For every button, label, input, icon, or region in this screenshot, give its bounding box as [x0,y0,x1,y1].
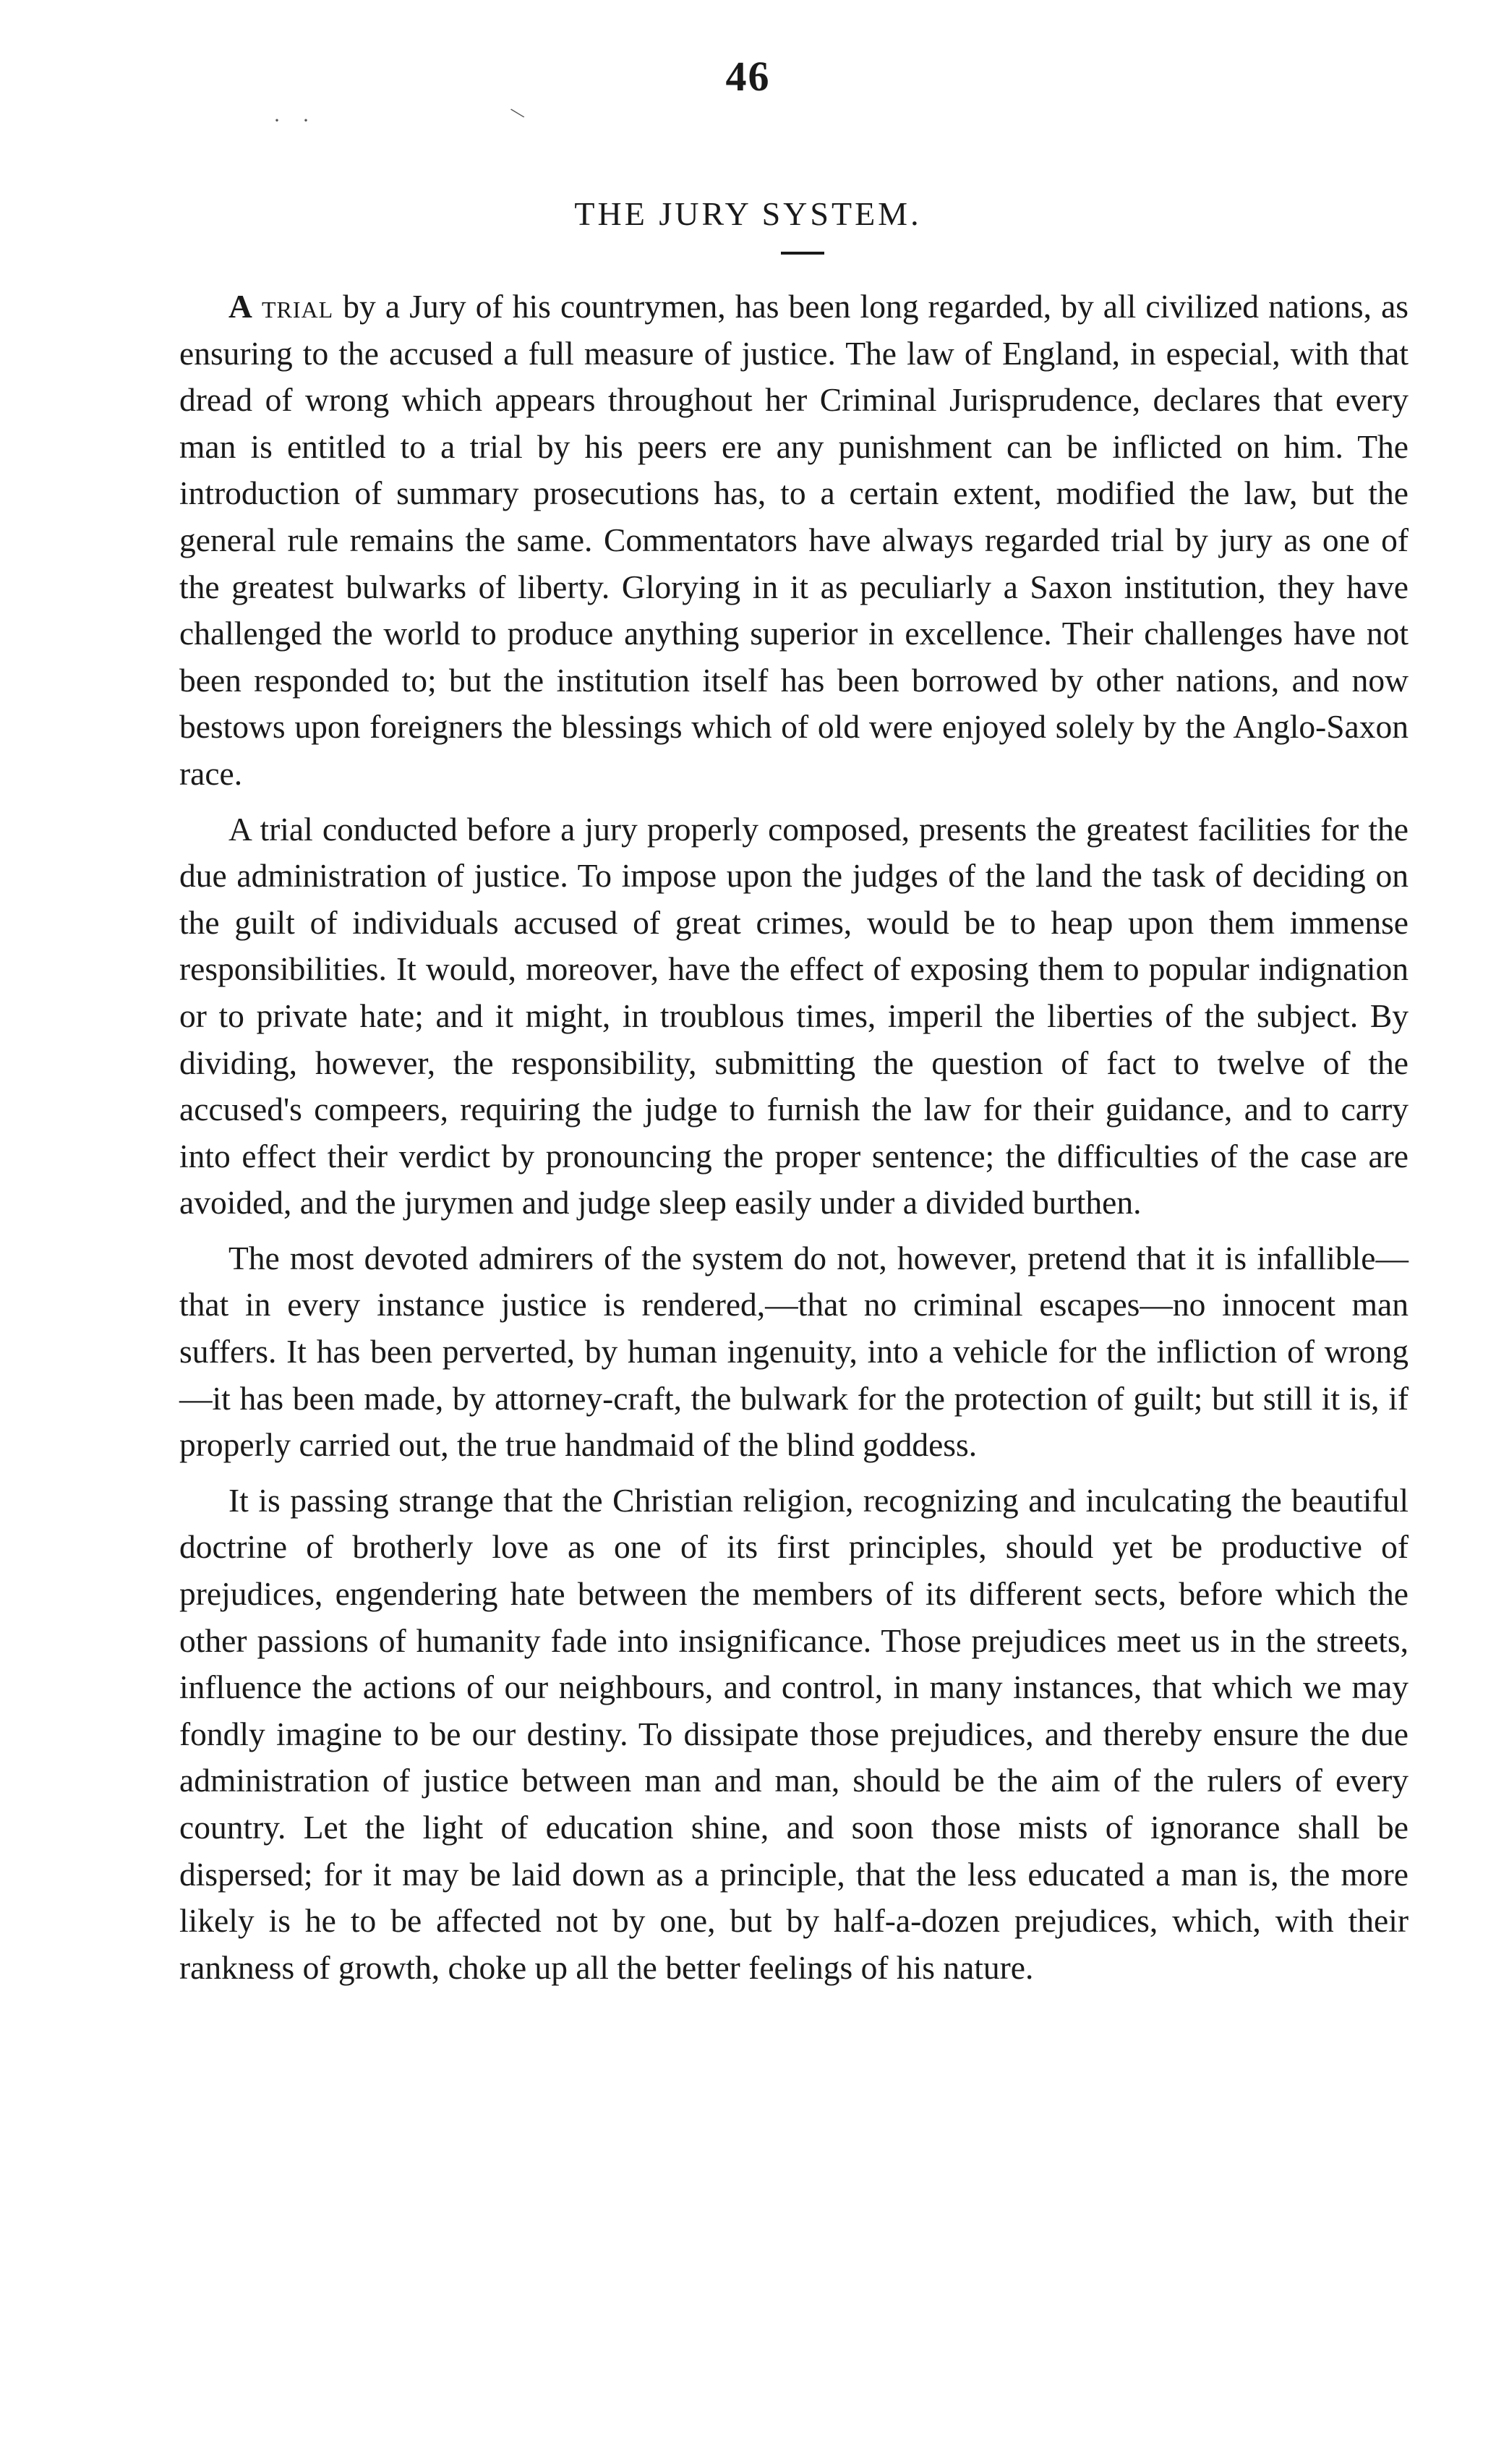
paragraph-1 [179,284,1409,798]
paragraph-1-text: by a Jury of his countrymen, has been long regarded, by all civilized nations, as ensuring to the accused a full measure of justice. The law of England, in especial, with that dread of wrong which appears throughout her Criminal Jurisprudence, declares that every man is entitled to a trial by his peers ere any punishment can be inflicted on him. The introduction of summary prosecutions has, to a certain extent, modified the law, but the general rule remains the same. Commentators have always regarded trial by jury as one of the greatest bulwarks of liberty. Glorying in it as peculiarly a Saxon institution, they have challenged the world to produce anything superior in excellence. Their challenges have not been responded to; but the institution itself has been borrowed by other nations, and now bestows upon foreigners the blessings which of old were enjoyed solely by the Anglo-Saxon race. [179,288,1409,792]
paragraph-2: A trial conducted before a jury properly composed, presents the greatest facilities for the due administration of justice. To impose upon the judges of the land the task of deciding on the guilt of individuals accused of great crimes, would be to heap upon them immense responsibilities. It would, moreover, have the effect of exposing them to popular indignation or to private hate; and it might, in troublous times, imperil the liberties of the subject. By dividing, however, the responsibility, submitting the question of fact to twelve of the accused's compeers, requiring the judge to furnish the law for their guidance, and to carry into effect their verdict by pronouncing the proper sentence; the difficulties of the case are avoided, and the jurymen and judge sleep easily under a divided burthen. [179,810,1409,1222]
print-speck: · [302,108,309,132]
page-title: THE JURY SYSTEM. [574,195,922,232]
initial-letter: A [228,288,252,325]
print-speck: · [273,108,281,132]
article-body [179,284,1409,1991]
title-divider [781,252,824,255]
page-number: 46 [725,53,771,100]
paragraph-4: It is passing strange that the Christian religion, recognizing and inculcating the beautiful doctrine of brotherly love as one of its first principles, should yet be productive of prejudices, engendering hate between the members of its different sects, before which the other passions of humanity fade into insignificance. Those prejudices meet us in the streets, influence the actions of our neighbours, and control, in many instances, that which we may fondly imagine to be our destiny. To dissipate those prejudices, and thereby ensure the due administration of justice between man and man, should be the aim of the rulers of every country. Let the light of education shine, and soon those mists of ignorance shall be dispersed; for it may be laid down as a principle, that the less educated a man is, the more likely is he to be affected not by one, but by half-a-dozen prejudices, which, with their rankness of growth, choke up all the better feelings of his nature. [179,1481,1409,1986]
paragraph-3: The most devoted admirers of the system do not, however, pretend that it is infallible—that in every instance justice is rendered,—that no criminal escapes—no innocent man suffers. It has been perverted, by human ingenuity, into a vehicle for the infliction of wrong—it has been made, by attorney-craft, the bulwark for the protection of guilt; but still it is, if properly carried out, the true handmaid of the blind goddess. [179,1239,1409,1464]
lead-word: trial [261,288,334,325]
print-speck: \ [508,102,528,124]
